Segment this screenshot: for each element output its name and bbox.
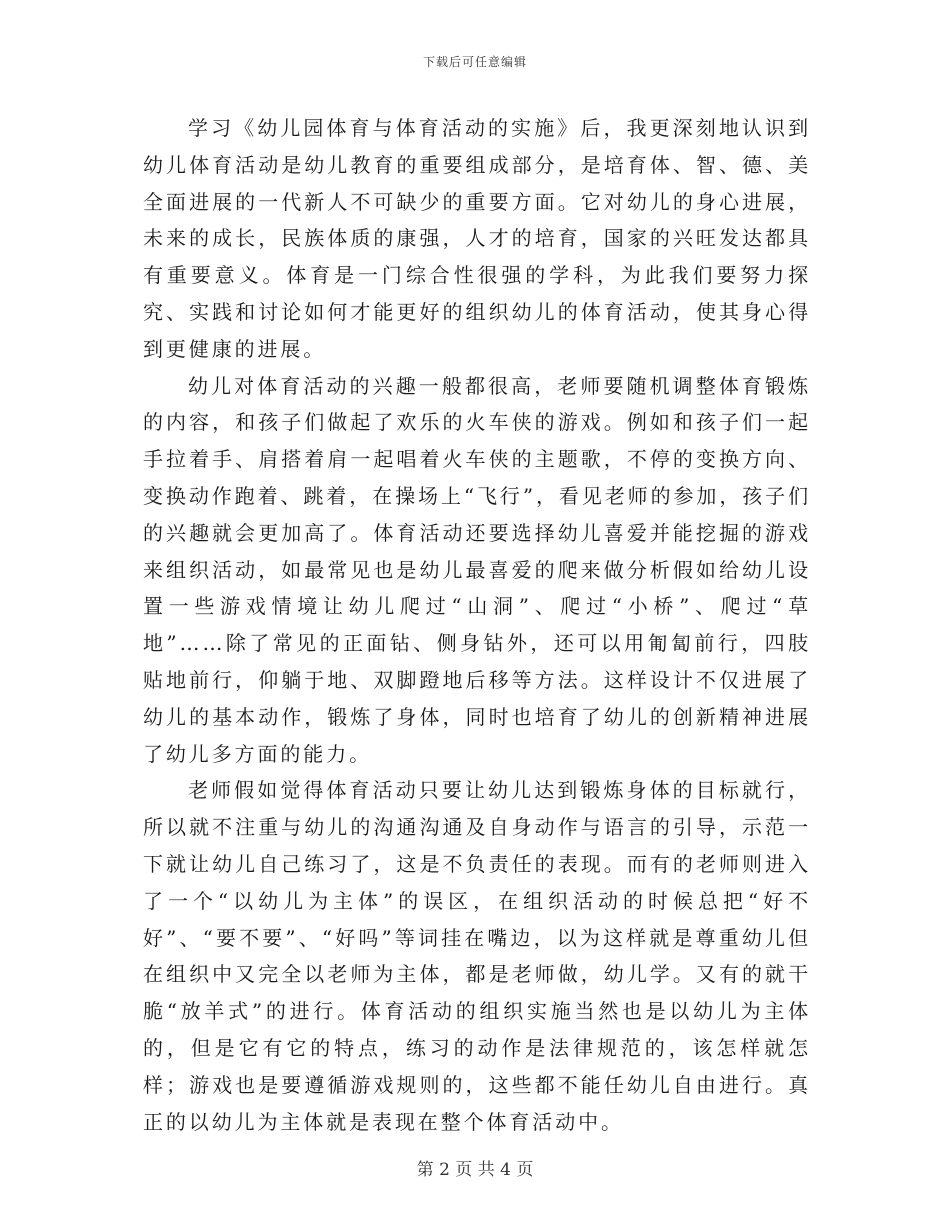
document-body — [143, 110, 811, 1140]
paragraph: 老师假如觉得体育活动只要让幼儿达到锻炼身体的目标就行，所以就不注重与幼儿的沟通沟通及自身动作与语言的引导，示范一下就让幼儿自己练习了，这是不负责任的表现。而有的老师则进入了一个“以幼儿为主体”的误区，在组织活动的时候总把“好不好”、“要不要”、“好吗”等词挂在嘴边，以为这样就是尊重幼儿但在组织中又完全以老师为主体，都是老师做，幼儿学。又有的就干脆“放羊式”的进行。体育活动的组织实施当然也是以幼儿为主体的，但是它有它的特点，练习的动作是法律规范的，该怎样就怎样；游戏也是要遵循游戏规则的，这些都不能任幼儿自由进行。真正的以幼儿为主体就是表现在整个体育活动中。 — [143, 778, 811, 1134]
paragraph: 幼儿对体育活动的兴趣一般都很高，老师要随机调整体育锻炼的内容，和孩子们做起了欢乐的火车侠的游戏。例如和孩子们一起手拉着手、肩搭着肩一起唱着火车侠的主题歌，不停的变换方向、变换动作跑着、跳着，在操场上“飞行”，看见老师的参加，孩子们的兴趣就会更加高了。体育活动还要选择幼儿喜爱并能挖掘的游戏来组织活动，如最常见也是幼儿最喜爱的爬来做分析假如给幼儿设置一些游戏情境让幼儿爬过“山洞”、爬过“小桥”、爬过“草地”……除了常见的正面钻、侧身钻外，还可以用匍匐前行，四肢贴地前行，仰躺于地、双脚蹬地后移等方法。这样设计不仅进展了幼儿的基本动作，锻炼了身体，同时也培育了幼儿的创新精神进展了幼儿多方面的能力。 — [143, 373, 811, 766]
page-footer — [0, 1155, 950, 1180]
page-number-label: 第 2 页 共 4 页 — [416, 1160, 534, 1180]
paragraph: 学习《幼儿园体育与体育活动的实施》后，我更深刻地认识到幼儿体育活动是幼儿教育的重要组成部分，是培育体、智、德、美全面进展的一代新人不可缺少的重要方面。它对幼儿的身心进展，未来的成长，民族体质的康强，人才的培育，国家的兴旺发达都具有重要意义。体育是一门综合性很强的学科，为此我们要努力探究、实践和讨论如何才能更好的组织幼儿的体育活动，使其身心得到更健康的进展。 — [143, 116, 811, 361]
header-note: 下载后可任意编辑 — [422, 55, 527, 69]
